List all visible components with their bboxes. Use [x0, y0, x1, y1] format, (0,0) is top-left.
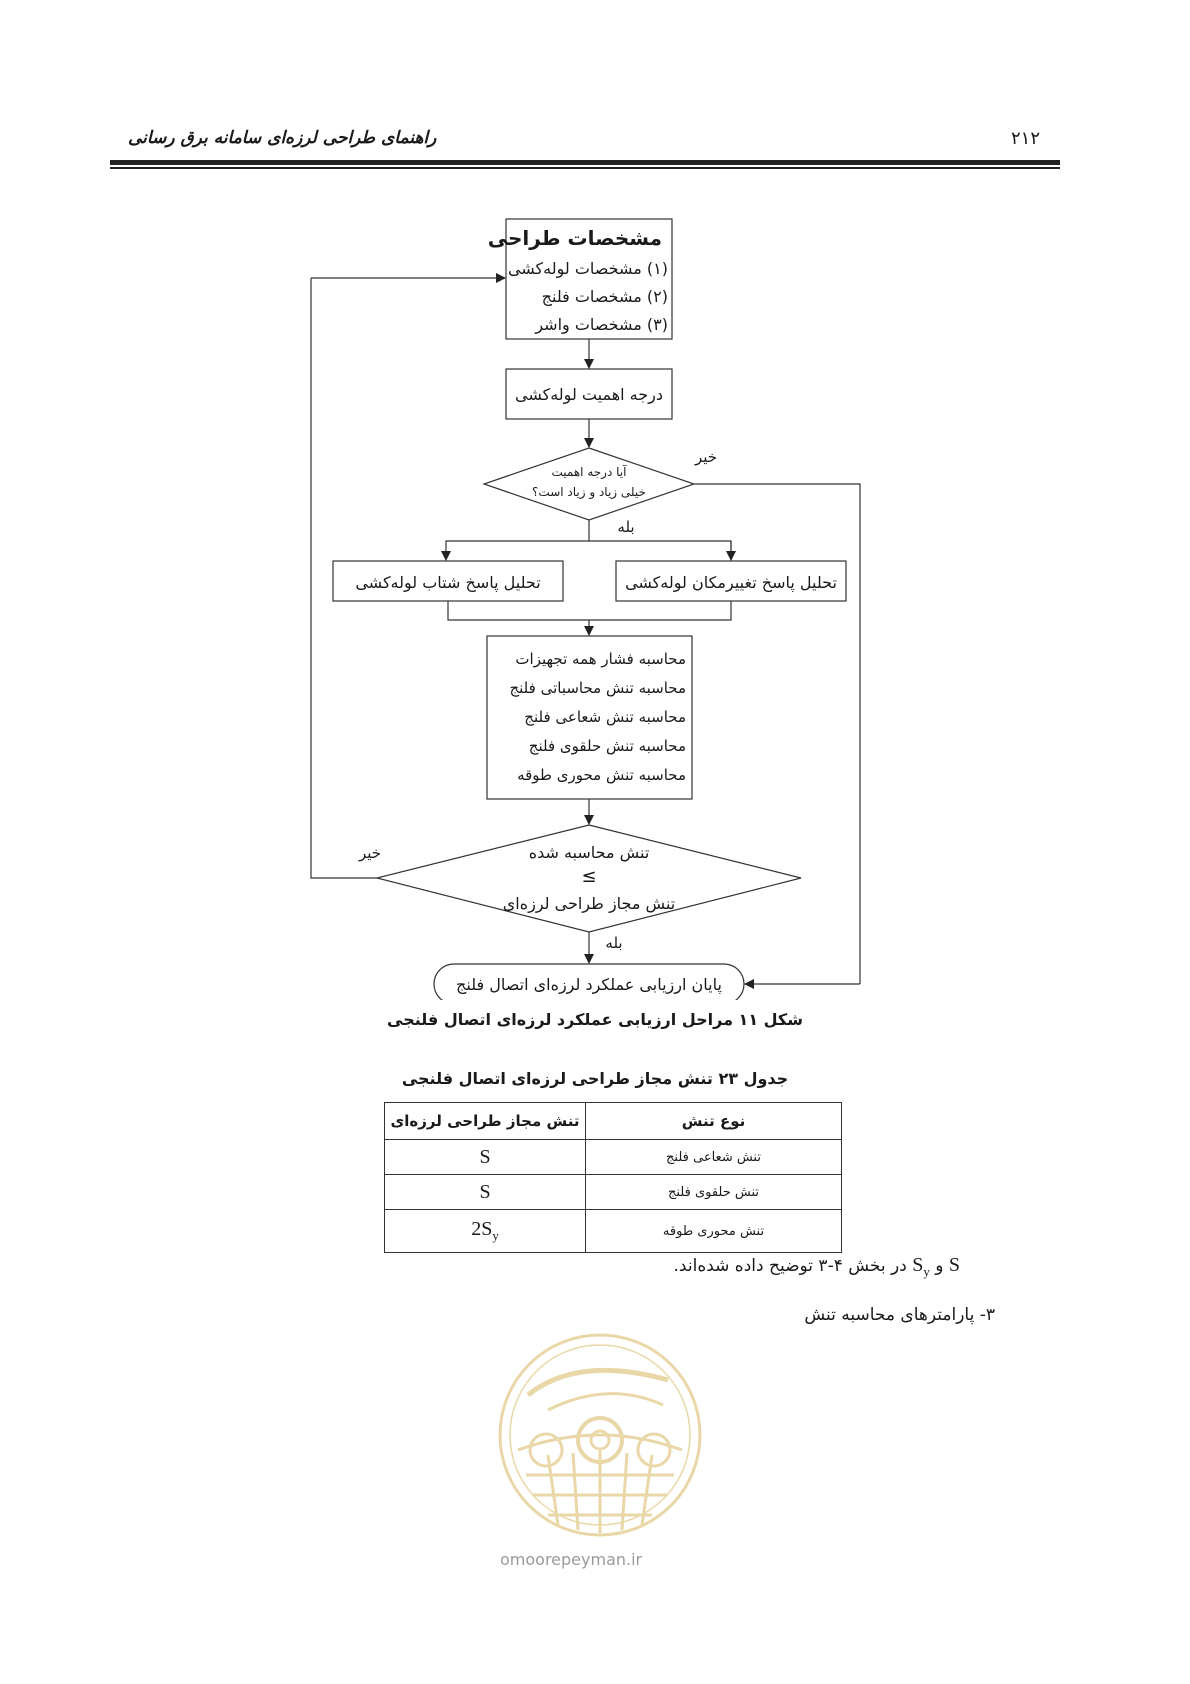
stress-table: [384, 1102, 842, 1253]
decision2-symbol: ≤: [581, 866, 597, 887]
watermark-logo: [488, 1325, 712, 1545]
allowable-value: 2S: [471, 1218, 493, 1240]
table-header-allowable: تنش مجاز طراحی لرزه‌ای: [385, 1103, 586, 1140]
stress-type-cell: تنش شعاعی فلنج: [586, 1140, 842, 1175]
calc-line: محاسبه فشار همه تجهیزات: [515, 650, 686, 668]
allowable-stress-cell: S: [385, 1140, 586, 1175]
table-row: [385, 1175, 842, 1210]
allowable-subscript: y: [492, 1228, 499, 1243]
design-specs-item3: (۳) مشخصات واشر: [535, 315, 668, 334]
table-row: [385, 1210, 842, 1253]
disp-analysis-label: تحلیل پاسخ تغییرمکان لوله‌کشی: [625, 573, 837, 592]
calc-line: محاسبه تنش شعاعی فلنج: [524, 708, 686, 726]
design-specs-item1: (۱) مشخصات لوله‌کشی: [507, 259, 668, 278]
section-heading: ۳- پارامترهای محاسبه تنش: [804, 1305, 995, 1325]
calc-line: محاسبه تنش حلقوی فلنج: [528, 737, 686, 755]
table-row: [385, 1140, 842, 1175]
decision1-diamond: [484, 448, 694, 520]
decision1-line1: آیا درجه اهمیت: [551, 465, 627, 479]
decision2-line2: تنش مجاز طراحی لرزه‌ای: [502, 894, 676, 913]
accel-analysis-label: تحلیل پاسخ شتاب لوله‌کشی: [355, 573, 541, 592]
decision1-yes-label: بله: [617, 518, 635, 536]
table-header-type: نوع تنش: [586, 1103, 842, 1140]
allowable-stress-cell: [385, 1210, 586, 1253]
note-paragraph: [674, 1254, 960, 1280]
figure-caption: شکل ۱۱ مراحل ارزیابی عملکرد لرزه‌ای اتصال فلنجی: [387, 1010, 803, 1029]
stress-type-cell: تنش حلقوی فلنج: [586, 1175, 842, 1210]
allowable-stress-cell: S: [385, 1175, 586, 1210]
note-sy: $S_y$: [912, 1254, 930, 1279]
design-specs-item2: (۲) مشخصات فلنج: [541, 287, 668, 306]
table-caption: جدول ۲۳ تنش مجاز طراحی لرزه‌ای اتصال فلنجی: [401, 1069, 789, 1088]
design-specs-title: مشخصات طراحی: [487, 226, 662, 250]
note-text: در بخش ۴-۳ توضیح داده شده‌اند.: [673, 1256, 907, 1276]
note-and: و: [935, 1256, 944, 1276]
note-s: S: [948, 1254, 960, 1276]
calc-line: محاسبه تنش محاسباتی فلنج: [509, 679, 686, 697]
decision2-yes-label: بله: [605, 934, 623, 952]
decision2-line1: تنش محاسبه شده: [528, 843, 650, 862]
calc-line: محاسبه تنش محوری طوقه: [517, 766, 686, 784]
importance-label: درجه اهمیت لوله‌کشی: [515, 385, 663, 404]
decision2-no-label: خیر: [358, 844, 382, 862]
watermark-url: omoorepeyman.ir: [500, 1550, 643, 1569]
end-label: پایان ارزیابی عملکرد لرزه‌ای اتصال فلنج: [456, 975, 722, 994]
decision1-no-label: خیر: [694, 448, 718, 466]
running-header-title: راهنمای طراحی لرزه‌ای سامانه برق رسانی: [128, 128, 437, 148]
table-header-row: [385, 1103, 842, 1140]
decision1-line2: خیلی زیاد و زیاد است؟: [532, 485, 646, 499]
stress-type-cell: تنش محوری طوقه: [586, 1210, 842, 1253]
page-number: ۲۱۲: [1010, 128, 1040, 149]
